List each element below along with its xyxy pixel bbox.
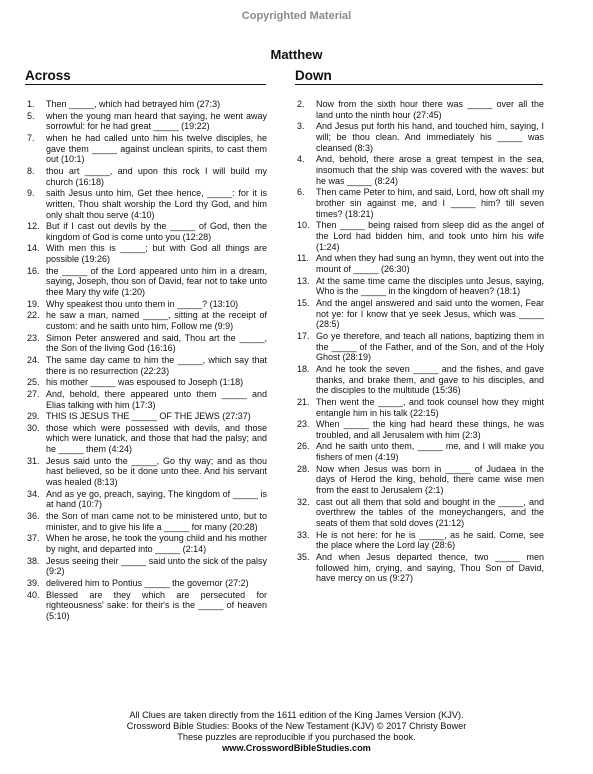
clue-text: When he arose, he took the young child and his mother by night, and departed into _____ (2:14): [46, 533, 267, 555]
down-clue: [297, 220, 544, 252]
across-clue: [27, 578, 267, 589]
across-clue: [27, 489, 267, 510]
down-clue: [297, 441, 544, 462]
clue-text: And the angel answered and said unto the women, Fear not ye: for I know that ye seek Jesus, which was _____ (28:5): [316, 297, 544, 330]
clue-number: 2.: [297, 99, 305, 109]
clue-text: And he saith unto them, _____ me, and I will make you fishers of men (4:19): [316, 441, 544, 463]
clue-text: And, behold, there appeared unto them _____ and Elias talking with him (17:3): [46, 388, 267, 410]
clue-text: When _____ the king had heard these things, he was troubled, and all Jerusalem with him (2:3): [316, 419, 544, 440]
clue-number: 13.: [297, 275, 310, 286]
clue-text: With men this is _____; but with God all things are possible (19:26): [46, 243, 267, 265]
down-clue: [297, 364, 544, 396]
across-clue: [27, 456, 267, 488]
across-clue: [27, 533, 267, 554]
clue-text: And when Jesus departed thence, two _____ men followed him, crying, and saying, Thou Son of David, have mercy on us (9:27): [316, 552, 544, 584]
clue-text: his mother _____ was espoused to Joseph (1:18): [46, 377, 244, 388]
footer-reproducible-note: These puzzles are reproducible if you purchased the book.: [177, 732, 416, 742]
clue-text: Now from the sixth hour there was _____ over all the land unto the ninth hour (27:45): [316, 99, 544, 120]
down-heading: Down: [295, 68, 332, 83]
clue-text: cast out all them that sold and bought in the _____, and overthrew the tables of the moneychangers, and the seats of them that sold doves (21:12): [316, 496, 544, 529]
clue-number: 4.: [297, 154, 305, 165]
down-clue: [297, 187, 544, 219]
clue-number: 17.: [297, 330, 310, 341]
down-clue: [297, 154, 544, 186]
clue-number: 15.: [297, 297, 310, 308]
across-clue: [27, 166, 267, 187]
clue-number: 7.: [27, 132, 35, 143]
clue-number: 14.: [27, 243, 40, 254]
clue-number: 35.: [297, 552, 310, 563]
clue-text: Then came Peter to him, and said, Lord, how oft shall my brother sin against me, and I _____ him? till seven times? (18:21): [316, 187, 544, 219]
clue-number: 36.: [27, 511, 40, 522]
clue-number: 21.: [297, 396, 310, 407]
across-clue: [27, 423, 267, 455]
clue-number: 1.: [27, 99, 35, 109]
clue-number: 6.: [297, 187, 305, 198]
copyright-banner: Copyrighted Material: [241, 10, 352, 22]
clue-text: Then went the _____, and took counsel how they might entangle him in his talk (22:15): [316, 396, 544, 418]
across-clue: [27, 377, 267, 388]
clue-text: Then _____ being raised from sleep did as the angel of the Lord had bidden him, and took unto him his wife (1:24): [316, 220, 544, 252]
clue-text: the Son of man came not to be ministered unto, but to minister, and to give his life a _____ for many (20:28): [46, 511, 267, 532]
clue-text: Then _____, which had betrayed him (27:3): [46, 99, 221, 109]
footer-source-note: All Clues are taken directly from the 1611 edition of the King James Version (KJV).: [129, 710, 464, 720]
clue-text: Jesus said unto the _____, Go thy way; and as thou hast believed, so be it done unto thee. And his servant was healed (8:13): [46, 455, 267, 488]
clue-text: he saw a man, named _____, sitting at the receipt of custom: and he saith unto him, Follow me (9:9): [46, 310, 267, 332]
clue-number: 24.: [27, 354, 40, 365]
across-clue: [27, 221, 267, 242]
across-clue-list: [27, 99, 267, 623]
across-clue: [27, 99, 267, 110]
down-divider: [295, 84, 543, 85]
clue-number: 11.: [297, 253, 309, 264]
across-clue: [27, 243, 267, 264]
clue-text: And Jesus put forth his hand, and touched him, saying, I will; be thou clean. And immediately his _____ was cleansed (8:3): [316, 121, 544, 153]
clue-number: 40.: [27, 589, 40, 600]
clue-number: 9.: [27, 188, 35, 199]
down-clue: [297, 99, 544, 120]
clue-number: 31.: [27, 455, 40, 466]
clue-number: 38.: [27, 555, 40, 566]
across-clue: [27, 299, 267, 310]
clue-number: 25.: [27, 377, 40, 388]
down-clue: [297, 331, 544, 363]
clue-number: 29.: [27, 411, 40, 422]
down-clue: [297, 464, 544, 496]
clue-number: 19.: [27, 298, 40, 309]
clue-text: THIS IS JESUS THE _____ OF THE JEWS (27:37): [46, 411, 251, 422]
clue-text: those which were possessed with devils, and those which were lunatick, and those that had the palsy; and he _____ them (4:24): [46, 422, 267, 455]
clue-number: 3.: [297, 121, 305, 132]
clue-number: 39.: [27, 577, 40, 588]
clue-number: 27.: [27, 388, 40, 399]
across-clue: [27, 188, 267, 220]
clue-text: saith Jesus unto him, Get thee hence, _____: for it is written, Thou shalt worship the Lord thy God, and him only shalt thou serve (4:10): [46, 188, 267, 220]
down-clue: [297, 276, 544, 297]
clue-text: Simon Peter answered and said, Thou art the _____, the Son of the living God (16:16): [46, 332, 267, 354]
across-clue: [27, 411, 267, 422]
clue-number: 32.: [297, 496, 310, 507]
clue-number: 10.: [297, 220, 310, 231]
footer-copyright: Crossword Bible Studies: Books of the New Testament (KJV) © 2017 Christy Bower: [126, 721, 467, 731]
clue-number: 12.: [27, 221, 40, 232]
down-clue: [297, 253, 544, 274]
across-heading: Across: [25, 68, 71, 83]
clue-text: And when they had sung an hymn, they went out into the mount of _____ (26:30): [316, 253, 544, 274]
clue-number: 22.: [27, 310, 40, 321]
down-clue: [297, 497, 544, 529]
clue-text: Why speakest thou unto them in _____? (13:10): [46, 298, 239, 309]
clue-number: 18.: [297, 363, 310, 374]
clue-text: And as ye go, preach, saying, The kingdom of _____ is at hand (10:7): [46, 488, 267, 510]
across-clue: [27, 511, 267, 532]
down-clue: [297, 419, 544, 440]
clue-text: when he had called unto him his twelve disciples, he gave them _____ against unclean spirits, to cast them out (10:1): [46, 132, 267, 165]
clue-text: And, behold, there arose a great tempest in the sea, insomuch that the ship was covered with the waves: but he was _____ (8:24): [316, 154, 544, 186]
clue-number: 23.: [27, 332, 40, 343]
clue-text: Blessed are they which are persecuted for righteousness' sake: for their's is the _____ of heaven (5:10): [46, 589, 267, 621]
clue-text: the _____ of the Lord appeared unto him in a dream, saying, Joseph, thou son of David, fear not to take unto thee Mary thy wife (1:20): [46, 265, 267, 298]
across-clue: [27, 266, 267, 298]
down-clue: [297, 397, 544, 418]
clue-text: He is not here: for he is _____, as he said. Come, see the place where the Lord lay (28:6): [316, 529, 544, 551]
clue-text: when the young man heard that saying, he went away sorrowful: for he had great _____ (19:22): [46, 110, 267, 132]
across-clue: [27, 133, 267, 165]
clue-number: 28.: [297, 463, 310, 474]
clue-text: And he took the seven _____ and the fishes, and gave thanks, and brake them, and gave to his disciples, and the disciples to the multitude (15:36): [316, 363, 544, 396]
down-clue: [297, 298, 544, 330]
page-title: Matthew: [270, 47, 323, 62]
down-clue-list: [297, 99, 544, 585]
down-clue: [297, 121, 544, 153]
clue-text: The same day came to him the _____, which say that there is no resurrection (22:23): [46, 354, 267, 376]
clue-text: Jesus seeing their _____ said unto the sick of the palsy (9:2): [46, 555, 267, 577]
clue-number: 26.: [297, 441, 310, 452]
clue-text: delivered him to Pontius _____ the governor (27:2): [46, 577, 249, 588]
clue-number: 37.: [27, 533, 40, 544]
clue-text: At the same time came the disciples unto Jesus, saying, Who is the _____ in the kingdom of heaven? (18:1): [316, 275, 544, 297]
clue-number: 33.: [297, 529, 310, 540]
across-clue: [27, 355, 267, 376]
footer-website-link[interactable]: www.CrosswordBibleStudies.com: [222, 743, 371, 753]
clue-number: 16.: [27, 265, 40, 276]
clue-text: Now when Jesus was born in _____ of Judaea in the days of Herod the king, behold, there came wise men from the east to Jerusalem (2:1): [316, 463, 544, 496]
across-clue: [27, 590, 267, 622]
across-clue: [27, 389, 267, 410]
clue-number: 30.: [27, 422, 40, 433]
clue-number: 34.: [27, 488, 40, 499]
across-clue: [27, 333, 267, 354]
clue-text: thou art _____, and upon this rock I will build my church (16:18): [46, 165, 267, 187]
clue-text: But if I cast out devils by the _____ of God, then the kingdom of God is come unto you (12:28): [46, 221, 267, 242]
down-clue: [297, 530, 544, 551]
footer: [0, 710, 593, 754]
clue-text: Go ye therefore, and teach all nations, baptizing them in the _____ of the Father, and of the Son, and of the Holy Ghost (28:19): [316, 330, 544, 363]
clue-number: 8.: [27, 165, 35, 176]
down-clue: [297, 552, 544, 584]
clue-number: 23.: [297, 419, 310, 430]
clue-number: 5.: [27, 110, 35, 121]
across-clue: [27, 556, 267, 577]
across-clue: [27, 111, 267, 132]
across-divider: [25, 84, 266, 85]
across-clue: [27, 310, 267, 331]
